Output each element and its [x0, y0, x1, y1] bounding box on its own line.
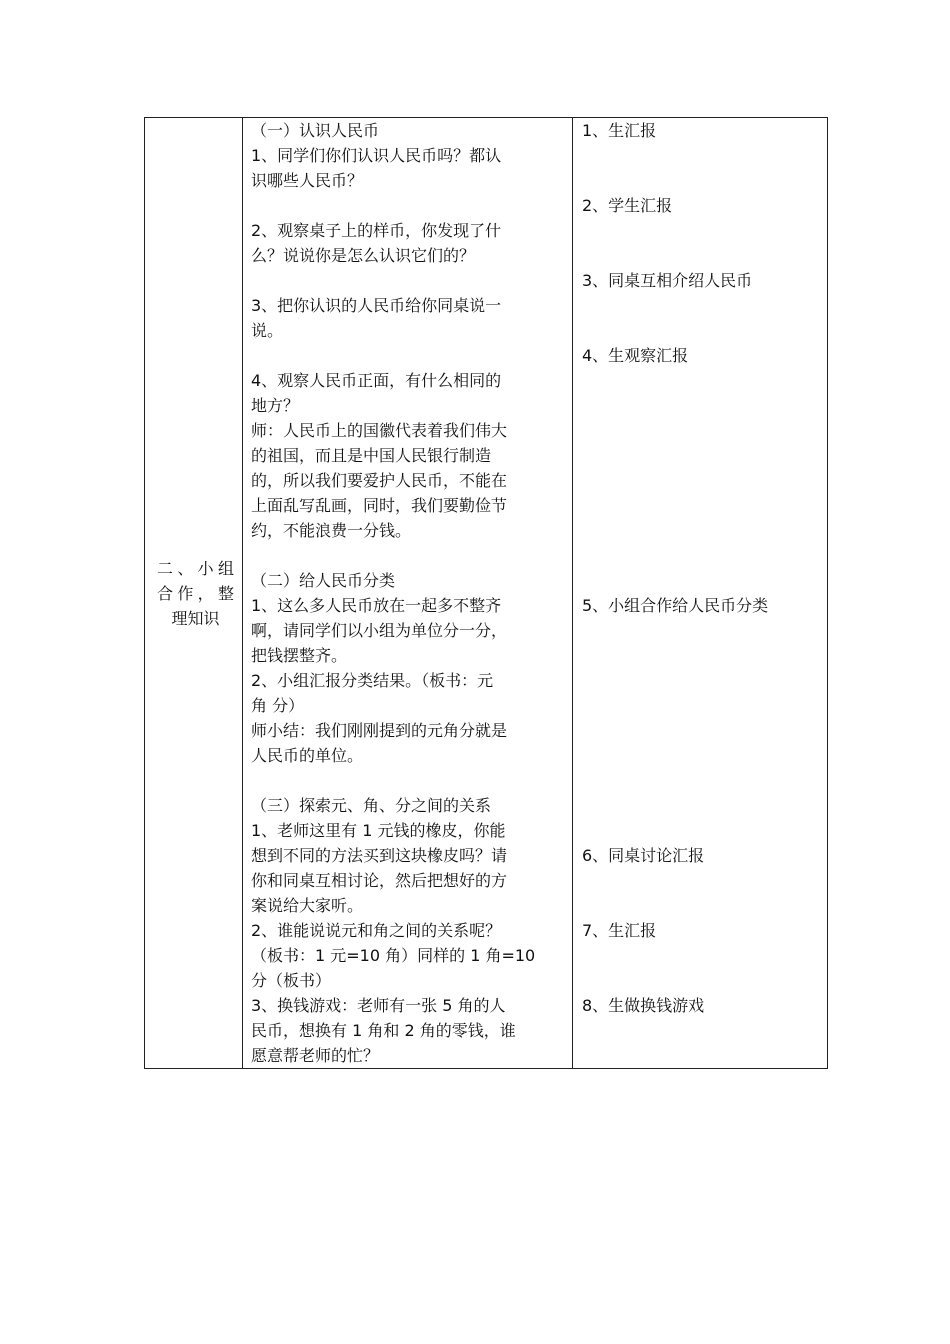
- process-line: 3、换钱游戏：老师有一张 5 角的人: [251, 996, 506, 1015]
- process-line: 想到不同的方法买到这块橡皮吗？请: [251, 846, 508, 865]
- process-line: 识哪些人民币？: [251, 171, 364, 190]
- blank-line: [251, 193, 566, 218]
- process-line: 的祖国，而且是中国人民银行制造: [251, 446, 492, 465]
- process-line: 师：人民币上的国徽代表着我们伟大: [251, 421, 508, 440]
- process-line: 1、这么多人民币放在一起多不整齐: [251, 596, 502, 615]
- blank-line: [251, 768, 566, 793]
- stage-line: 二、小组: [157, 558, 234, 578]
- process-line: 3、把你认识的人民币给你同桌说一: [251, 296, 502, 315]
- student-activity-cell: [573, 118, 828, 1069]
- process-line: 啊，请同学们以小组为单位分一分，: [251, 621, 508, 640]
- process-line: 4、观察人民币正面，有什么相同的: [251, 371, 502, 390]
- process-line: （板书：1 元=10 角）同样的 1 角=10: [251, 946, 536, 965]
- process-line: 分（板书）: [251, 971, 332, 990]
- process-line: 的，所以我们要爱护人民币，不能在: [251, 471, 508, 490]
- student-activity-line: 3、同桌互相介绍人民币: [582, 271, 753, 290]
- student-activity-line: 7、生汇报: [582, 921, 657, 940]
- student-activity-line: 6、同桌讨论汇报: [582, 846, 705, 865]
- student-activity-line: 8、生做换钱游戏: [582, 996, 705, 1015]
- table-row: [145, 118, 828, 1069]
- process-line: 么？说说你是怎么认识它们的？: [251, 246, 476, 265]
- process-line: 师小结：我们刚刚提到的元角分就是: [251, 721, 508, 740]
- process-line: 民币，想换有 1 角和 2 角的零钱，谁: [251, 1021, 516, 1040]
- process-line: 上面乱写乱画，同时，我们要勤俭节: [251, 496, 508, 515]
- process-line: （三）探索元、角、分之间的关系: [251, 796, 492, 815]
- blank-line: [251, 343, 566, 368]
- process-line: 2、小组汇报分类结果。（板书：元: [251, 671, 494, 690]
- student-activities: [573, 118, 827, 1066]
- blank-line: [251, 268, 566, 293]
- process-line: 地方？: [251, 396, 300, 415]
- process-line: 你和同桌互相讨论，然后把想好的方: [251, 871, 508, 890]
- student-activity-line: 5、小组合作给人民币分类: [582, 596, 769, 615]
- teaching-process: [243, 118, 572, 1068]
- stage-title: [145, 556, 242, 631]
- process-line: 1、老师这里有 1 元钱的橡皮，你能: [251, 821, 506, 840]
- process-line: 角 分）: [251, 696, 305, 715]
- student-activity-line: 4、生观察汇报: [582, 346, 689, 365]
- process-line: （二）给人民币分类: [251, 571, 396, 590]
- process-line: 约，不能浪费一分钱。: [251, 521, 412, 540]
- process-line: 1、同学们你们认识人民币吗？都认: [251, 146, 502, 165]
- process-line: 说。: [251, 321, 284, 340]
- stage-line: 合作，整: [157, 583, 234, 603]
- process-line: 2、谁能说说元和角之间的关系呢？: [251, 921, 502, 940]
- process-line: 2、观察桌子上的样币，你发现了什: [251, 221, 502, 240]
- process-line: 人民币的单位。: [251, 746, 364, 765]
- stage-line: 理知识: [171, 608, 220, 628]
- student-activity-line: 1、生汇报: [582, 121, 657, 140]
- process-line: （一）认识人民币: [251, 121, 380, 140]
- stage-cell: [145, 118, 243, 1069]
- teaching-process-cell: [243, 118, 573, 1069]
- blank-line: [251, 543, 566, 568]
- process-line: 把钱摆整齐。: [251, 646, 348, 665]
- process-line: 愿意帮老师的忙？: [251, 1046, 380, 1065]
- process-line: 案说给大家听。: [251, 896, 364, 915]
- lesson-plan-table: [144, 117, 828, 1069]
- student-activity-line: 2、学生汇报: [582, 196, 673, 215]
